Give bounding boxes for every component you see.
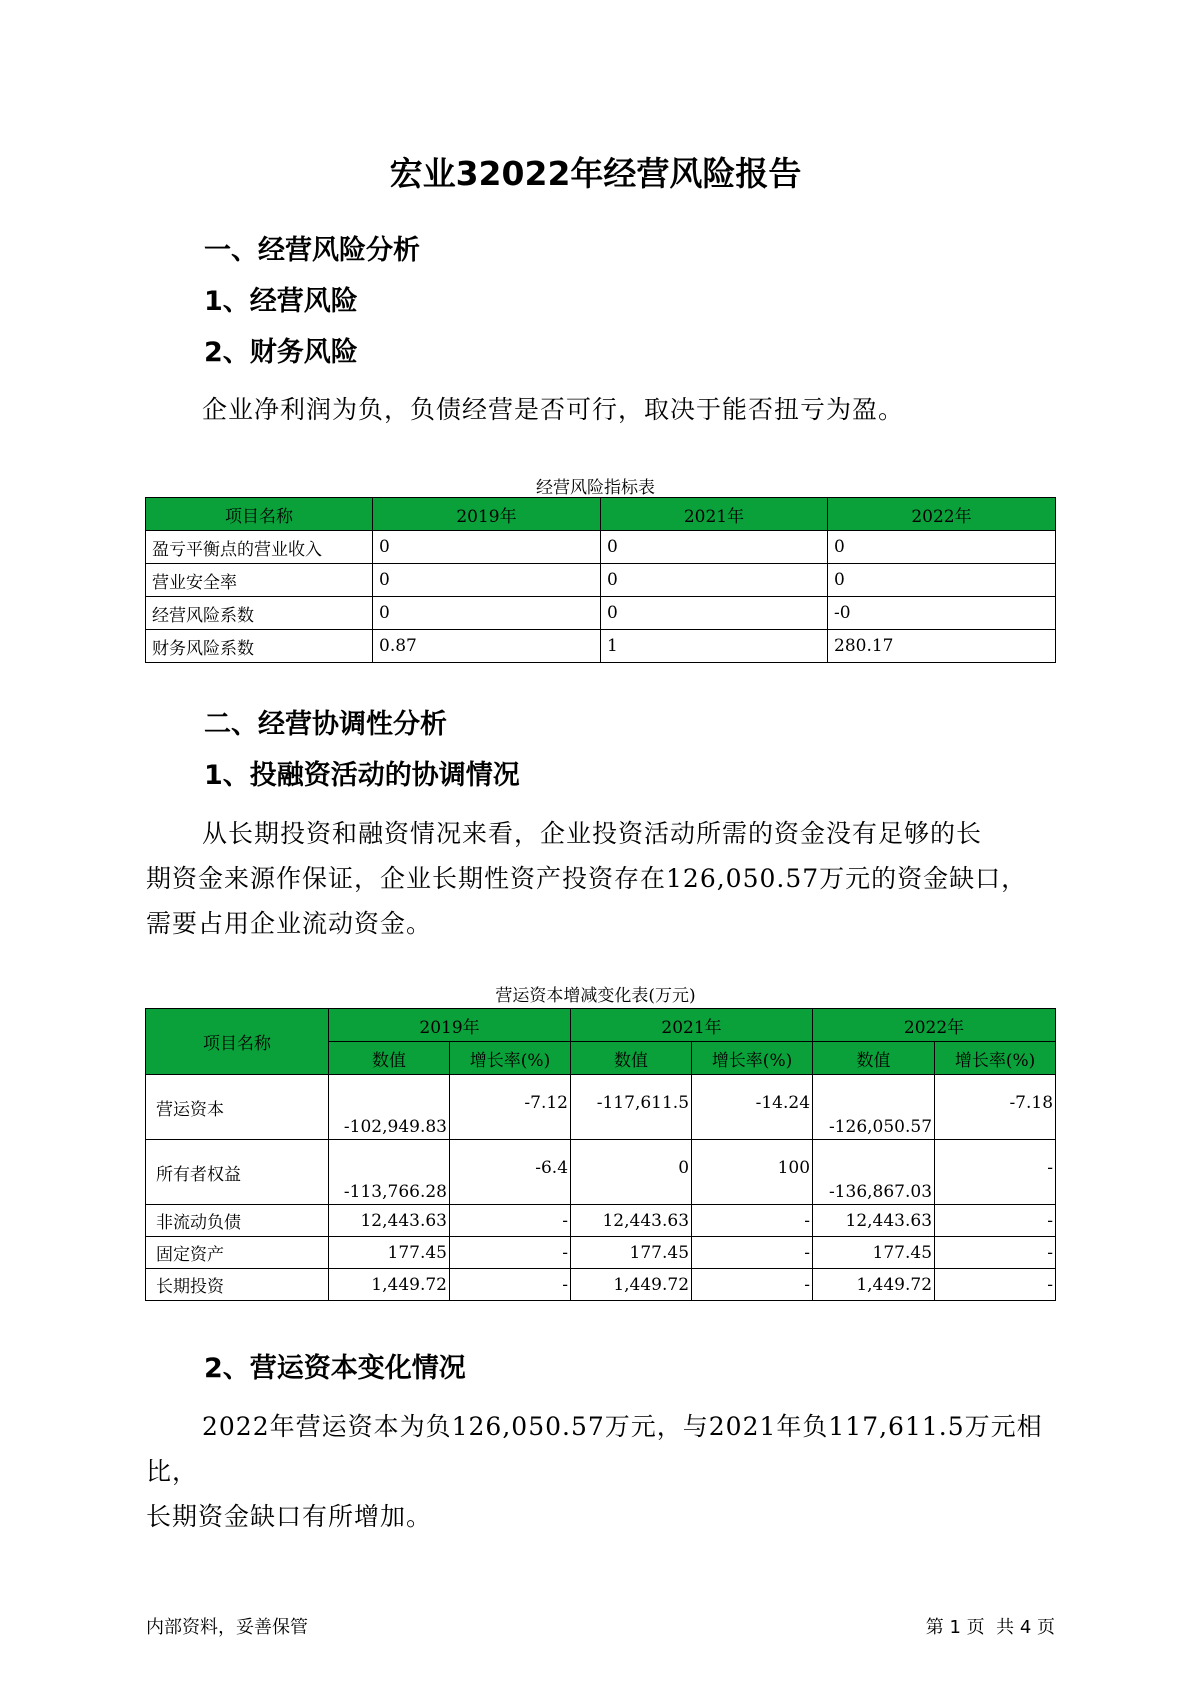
table-cell: 0 <box>373 597 601 630</box>
table-cell: 0 <box>373 531 601 564</box>
footer-confidential-note: 内部资料，妥善保管 <box>146 1617 308 1638</box>
table-header-row-years <box>146 1009 1056 1042</box>
table-cell: -117,611.5 <box>571 1075 692 1140</box>
investment-paragraph <box>146 811 1076 946</box>
table-row <box>146 1269 1056 1301</box>
table-cell-name: 营运资本 <box>146 1075 329 1140</box>
table-cell: -126,050.57 <box>813 1075 935 1140</box>
table-row <box>146 630 1056 663</box>
table-cell-name: 所有者权益 <box>146 1140 329 1205</box>
table-row <box>146 597 1056 630</box>
table-row <box>146 564 1056 597</box>
table-cell: 0 <box>601 564 828 597</box>
table-cell: - <box>935 1237 1056 1269</box>
table-cell: 0 <box>601 597 828 630</box>
paragraph-line: 长期资金缺口有所增加。 <box>146 1502 433 1531</box>
table-cell: 0 <box>373 564 601 597</box>
table-cell: 177.45 <box>813 1237 935 1269</box>
header-cell-rate: 增长率(%) <box>692 1042 813 1075</box>
table-cell: -7.12 <box>450 1075 571 1140</box>
table-cell: 12,443.63 <box>571 1205 692 1237</box>
table-cell-name: 长期投资 <box>146 1269 329 1301</box>
table-row <box>146 1205 1056 1237</box>
table-cell: 0 <box>571 1140 692 1205</box>
table-cell: -102,949.83 <box>329 1075 450 1140</box>
paragraph-line: 从长期投资和融资情况来看，企业投资活动所需的资金没有足够的长 <box>202 819 983 848</box>
table-row <box>146 1237 1056 1269</box>
table-cell: 0 <box>601 531 828 564</box>
table-cell-name: 固定资产 <box>146 1237 329 1269</box>
header-cell: 2021年 <box>601 498 828 531</box>
table1-caption: 经营风险指标表 <box>536 478 655 498</box>
table-cell: 1,449.72 <box>571 1269 692 1301</box>
table-row <box>146 531 1056 564</box>
table-cell: - <box>692 1269 813 1301</box>
subheading-operating-risk: 1、经营风险 <box>204 286 358 317</box>
table-cell: 12,443.63 <box>813 1205 935 1237</box>
footer-page-number: 第 1 页 共 4 页 <box>925 1617 1055 1638</box>
table-cell: -14.24 <box>692 1075 813 1140</box>
table2-caption: 营运资本增减变化表(万元) <box>495 986 696 1006</box>
table-cell: 1,449.72 <box>329 1269 450 1301</box>
header-cell-year: 2019年 <box>329 1009 571 1042</box>
table-cell: 0.87 <box>373 630 601 663</box>
financial-risk-paragraph <box>146 387 1076 432</box>
table-row <box>146 1140 1056 1205</box>
paragraph-line: 期资金来源作保证，企业长期性资产投资存在126,050.57万元的资金缺口， <box>146 864 1028 893</box>
header-cell: 项目名称 <box>146 498 373 531</box>
table-cell: - <box>450 1237 571 1269</box>
working-capital-paragraph <box>146 1404 1076 1539</box>
table-cell: 1,449.72 <box>813 1269 935 1301</box>
table-cell: - <box>935 1269 1056 1301</box>
subheading-working-capital-change: 2、营运资本变化情况 <box>204 1353 466 1384</box>
table-row <box>146 1075 1056 1140</box>
header-cell-rate: 增长率(%) <box>935 1042 1056 1075</box>
table-cell-name: 非流动负债 <box>146 1205 329 1237</box>
header-cell-value: 数值 <box>571 1042 692 1075</box>
table-cell: 财务风险系数 <box>146 630 373 663</box>
header-cell-value: 数值 <box>329 1042 450 1075</box>
table-cell: 177.45 <box>329 1237 450 1269</box>
table-cell: 280.17 <box>828 630 1056 663</box>
table-cell: 0 <box>828 531 1056 564</box>
table-cell: 营业安全率 <box>146 564 373 597</box>
table-cell: - <box>935 1140 1056 1205</box>
table-cell: -7.18 <box>935 1075 1056 1140</box>
section-heading-risk-analysis: 一、经营风险分析 <box>204 235 420 266</box>
table-cell: -0 <box>828 597 1056 630</box>
table-cell: - <box>935 1205 1056 1237</box>
table-cell: 12,443.63 <box>329 1205 450 1237</box>
document-title: 宏业32022年经营风险报告 <box>389 154 802 193</box>
header-cell: 2019年 <box>373 498 601 531</box>
paragraph-text: 企业净利润为负，负债经营是否可行，取决于能否扭亏为盈。 <box>202 395 905 424</box>
paragraph-line: 2022年营运资本为负126,050.57万元，与2021年负117,611.5万元相比， <box>146 1412 1043 1486</box>
operating-risk-table <box>145 497 1056 663</box>
table-cell: 0 <box>828 564 1056 597</box>
subheading-financial-risk: 2、财务风险 <box>204 337 358 368</box>
table-cell: - <box>450 1269 571 1301</box>
table-cell: 盈亏平衡点的营业收入 <box>146 531 373 564</box>
section-heading-coordination: 二、经营协调性分析 <box>204 709 447 740</box>
header-cell-year: 2021年 <box>571 1009 813 1042</box>
table-cell: -136,867.03 <box>813 1140 935 1205</box>
table-cell: - <box>692 1237 813 1269</box>
table-cell: - <box>450 1205 571 1237</box>
header-cell-year: 2022年 <box>813 1009 1056 1042</box>
table-cell: 100 <box>692 1140 813 1205</box>
header-cell-name: 项目名称 <box>146 1009 329 1075</box>
table-cell: 经营风险系数 <box>146 597 373 630</box>
table-cell: 1 <box>601 630 828 663</box>
table-cell: -113,766.28 <box>329 1140 450 1205</box>
table-header-row <box>146 498 1056 531</box>
table-cell: -6.4 <box>450 1140 571 1205</box>
subheading-investment-financing: 1、投融资活动的协调情况 <box>204 760 520 791</box>
header-cell-rate: 增长率(%) <box>450 1042 571 1075</box>
table-cell: 177.45 <box>571 1237 692 1269</box>
working-capital-table <box>145 1008 1056 1301</box>
header-cell: 2022年 <box>828 498 1056 531</box>
table-cell: - <box>692 1205 813 1237</box>
paragraph-line: 需要占用企业流动资金。 <box>146 909 433 938</box>
header-cell-value: 数值 <box>813 1042 935 1075</box>
